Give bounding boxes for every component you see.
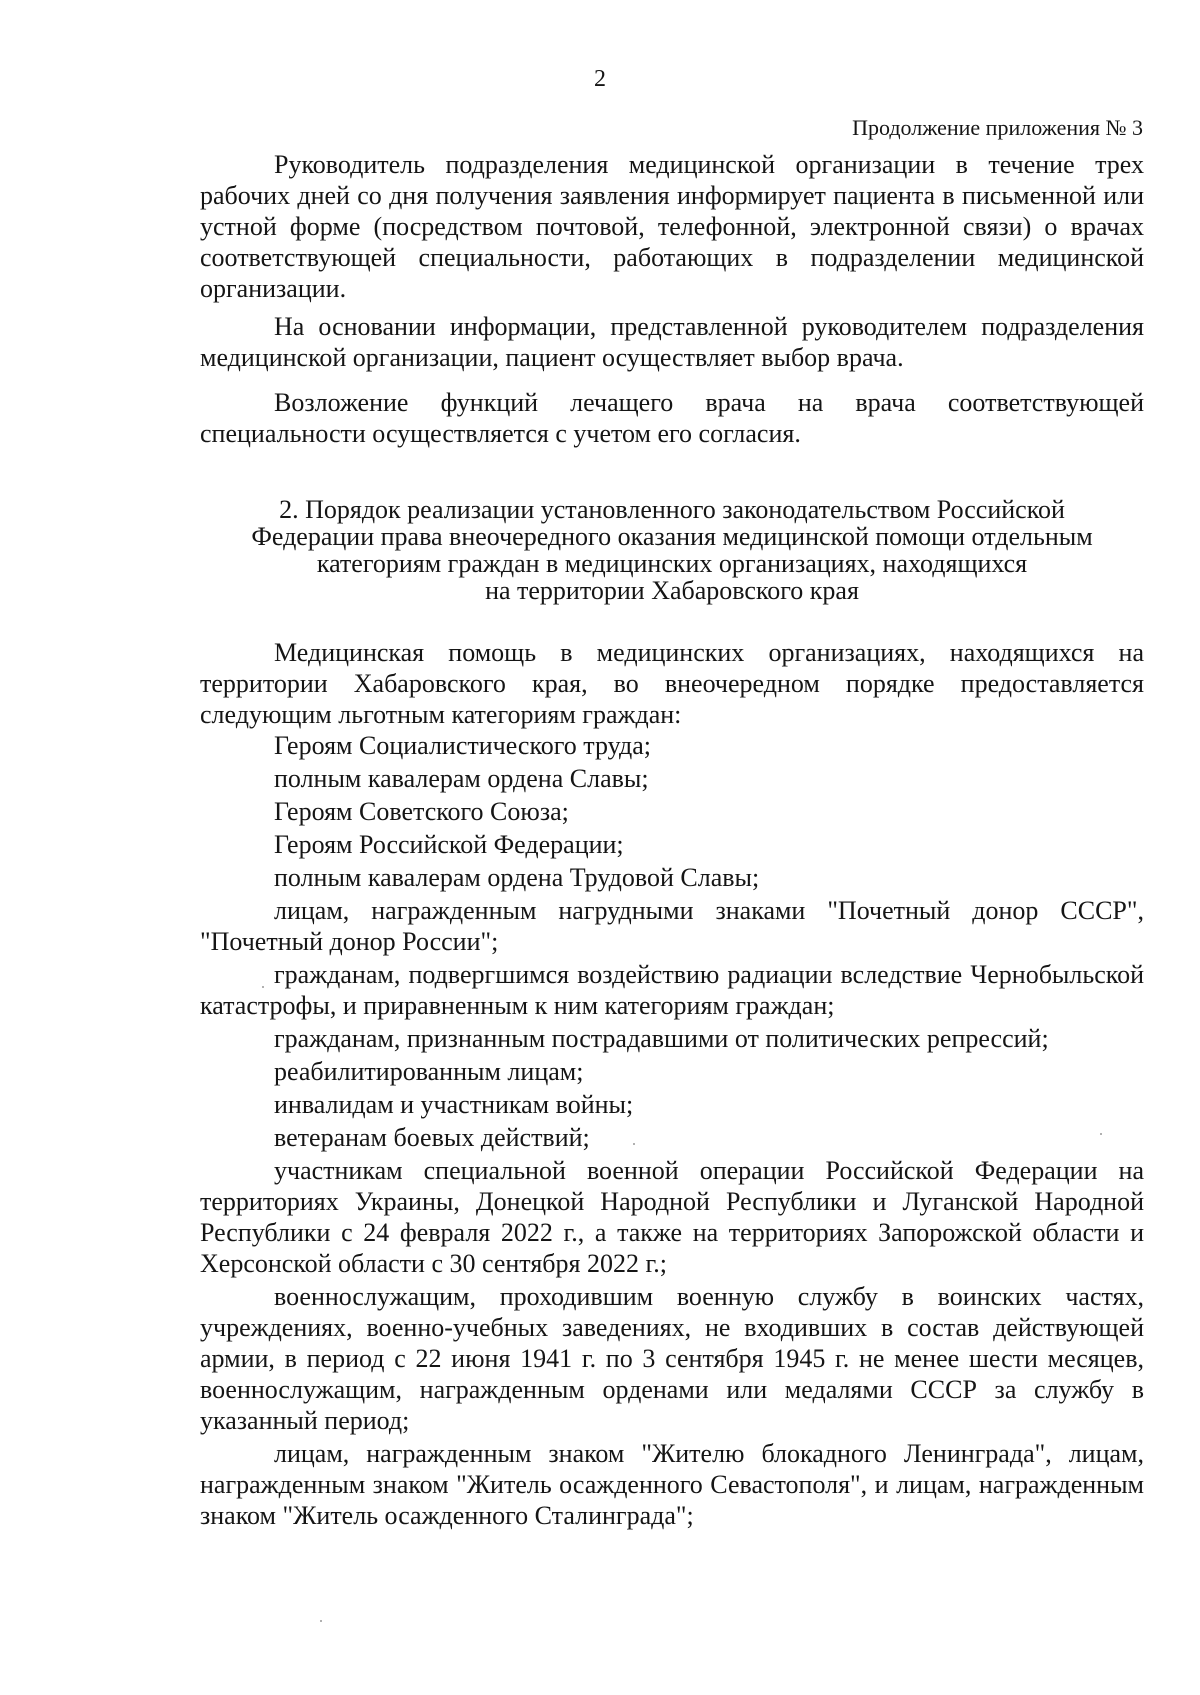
section-heading bbox=[200, 496, 1144, 604]
list-item: участникам специальной военной операции Российской Федерации на территориях Украины, Донецкой Народной Республики и Луганской Народной Республики с 24 февраля 2022 г., а также на территориях Запорожской области и Херсонской области с 30 сентября 2022 г.; bbox=[200, 1156, 1144, 1278]
lead-paragraph: Медицинская помощь в медицинских организациях, находящихся на территории Хабаровского края, во внеочередном порядке предоставляется следующим льготным категориям граждан: bbox=[200, 638, 1144, 729]
heading-line: категориям граждан в медицинских организациях, находящихся bbox=[316, 549, 1028, 578]
list-item: инвалидам и участникам войны; bbox=[274, 1090, 634, 1119]
list-item: лицам, награжденным нагрудными знаками "Почетный донор СССР", "Почетный донор России"; bbox=[200, 896, 1144, 956]
paragraph: На основании информации, представленной руководителем подразделения медицинской организации, пациент осуществляет выбор врача. bbox=[200, 312, 1144, 372]
list-item: реабилитированным лицам; bbox=[274, 1057, 584, 1086]
list-item: военнослужащим, проходившим военную службу в воинских частях, учреждениях, военно-учебных заведениях, не входивших в состав действующей армии, в период с 22 июня 1941 г. по 3 сентября 1945 г. не менее шести месяцев, военнослужащим, награжденным орденами или медалями СССР за службу в указанный период; bbox=[200, 1282, 1144, 1435]
beneficiary-list bbox=[200, 730, 1144, 1531]
heading-line: Федерации права внеочередного оказания медицинской помощи отдельным bbox=[251, 522, 1093, 551]
list-item: Героям Советского Союза; bbox=[274, 797, 569, 826]
page-number: 2 bbox=[594, 66, 606, 92]
intro-text bbox=[200, 149, 1144, 449]
list-item: ветеранам боевых действий; bbox=[274, 1123, 590, 1152]
list-item: полным кавалерам ордена Трудовой Славы; bbox=[274, 863, 760, 892]
list-item: гражданам, подвергшимся воздействию радиации вследствие Чернобыльской катастрофы, и приравненным к ним категориям граждан; bbox=[200, 960, 1144, 1020]
list-item: полным кавалерам ордена Славы; bbox=[274, 764, 649, 793]
scan-speck bbox=[320, 1620, 322, 1622]
list-item: лицам, награжденным знаком "Жителю блокадного Ленинграда", лицам, награжденным знаком "Житель осажденного Севастополя", и лицам, награжденным знаком "Житель осажденного Сталинграда"; bbox=[200, 1439, 1144, 1530]
section-body bbox=[200, 637, 1144, 1531]
list-item: Героям Российской Федерации; bbox=[274, 830, 624, 859]
scan-speck bbox=[1100, 1133, 1102, 1135]
heading-line: 2. Порядок реализации установленного законодательством Российской bbox=[279, 495, 1065, 524]
paragraph: Возложение функций лечащего врача на врача соответствующей специальности осуществляется с учетом его согласия. bbox=[200, 388, 1144, 448]
scan-speck bbox=[262, 986, 264, 988]
paragraph: Руководитель подразделения медицинской организации в течение трех рабочих дней со дня получения заявления информирует пациента в письменной или устной форме (посредством почтовой, телефонной, электронной связи) о врачах соответствующей специальности, работающих в подразделении медицинской организации. bbox=[200, 150, 1144, 303]
heading-line: на территории Хабаровского края bbox=[485, 576, 859, 605]
list-item: Героям Социалистического труда; bbox=[274, 731, 651, 760]
appendix-continuation-header: Продолжение приложения № 3 bbox=[852, 115, 1143, 140]
scan-speck bbox=[633, 1143, 635, 1145]
list-item: гражданам, признанным пострадавшими от политических репрессий; bbox=[274, 1024, 1049, 1053]
